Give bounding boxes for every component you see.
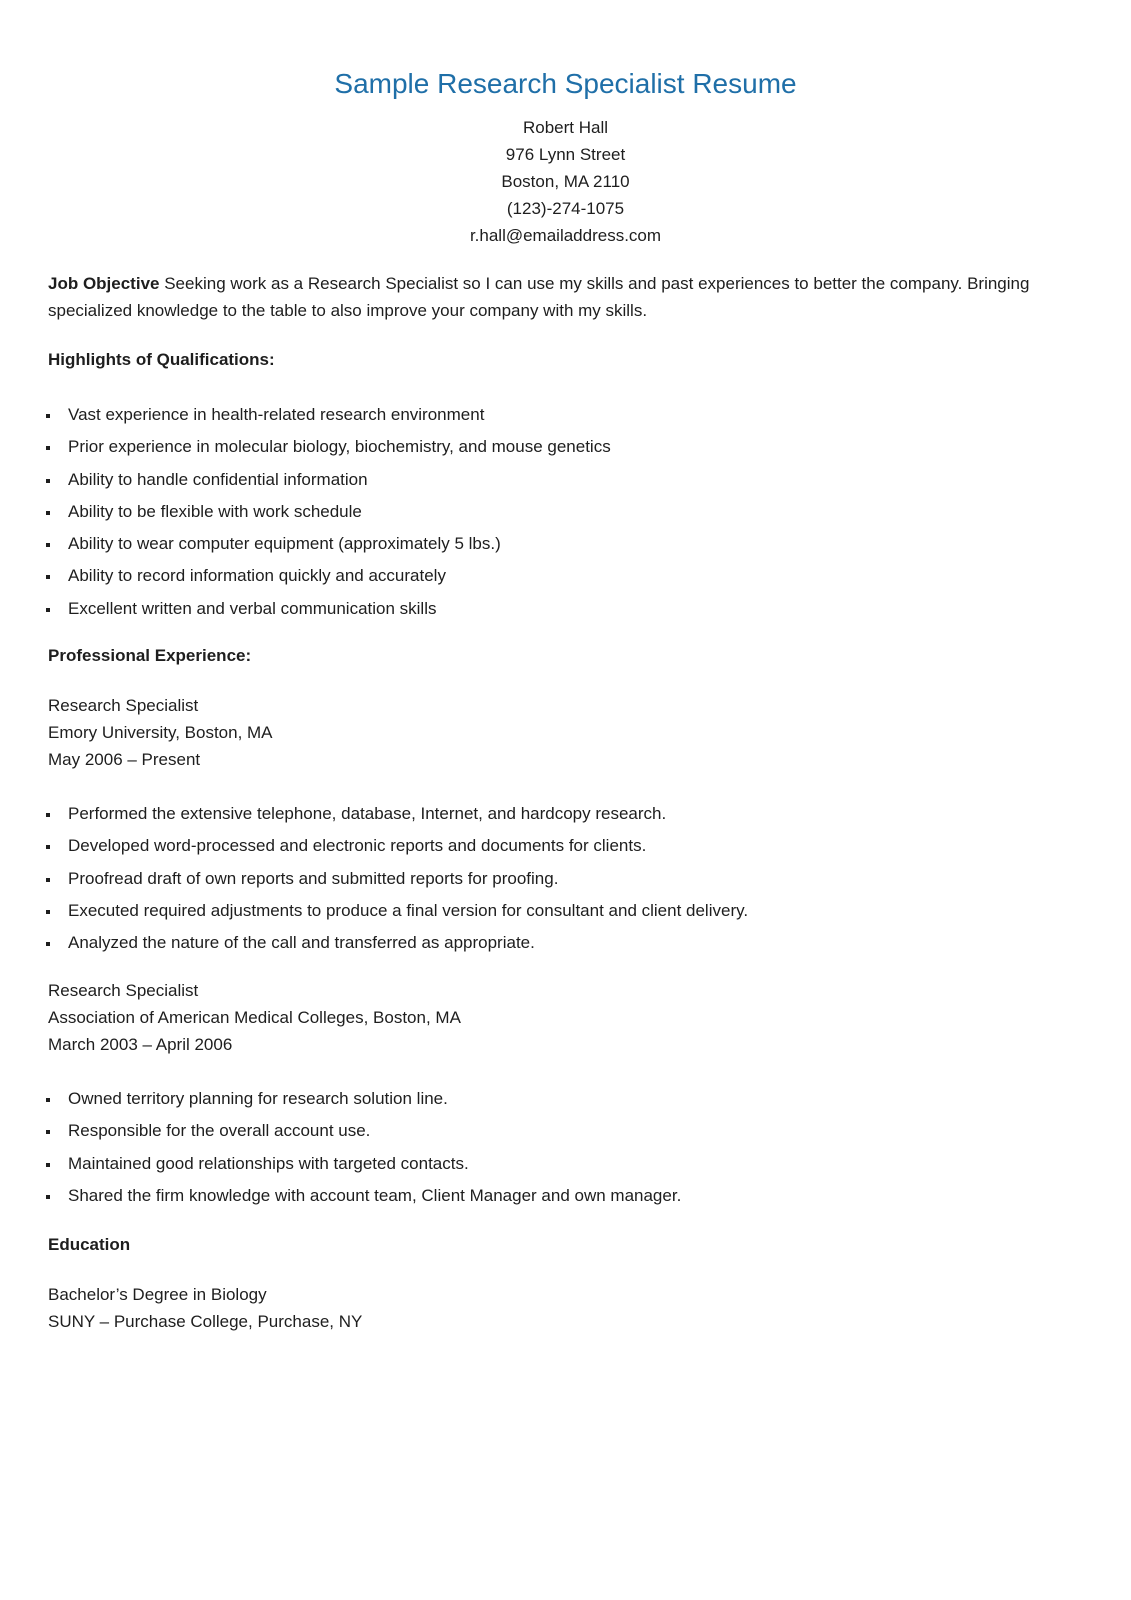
list-item: Responsible for the overall account use. [48, 1117, 1088, 1149]
job-1-duties [48, 800, 1088, 961]
education-school: SUNY – Purchase College, Purchase, NY [48, 1312, 363, 1331]
highlights-heading: Highlights of Qualifications: [48, 350, 275, 369]
list-item: Ability to wear computer equipment (approximately 5 lbs.) [48, 530, 1088, 562]
experience-heading: Professional Experience: [48, 646, 252, 665]
list-item: Developed word-processed and electronic reports and documents for clients. [48, 832, 1088, 864]
list-item: Excellent written and verbal communication skills [48, 595, 1088, 627]
job-1-info [48, 692, 1088, 773]
job-2-duties [48, 1085, 1088, 1214]
job-dates: March 2003 – April 2006 [48, 1035, 233, 1054]
job-employer: Association of American Medical Colleges, Boston, MA [48, 1008, 461, 1027]
list-item: Owned territory planning for research solution line. [48, 1085, 1088, 1117]
education-degree: Bachelor’s Degree in Biology [48, 1285, 267, 1304]
list-item: Ability to handle confidential information [48, 466, 1088, 498]
job-2-info [48, 977, 1088, 1058]
list-item: Ability to be flexible with work schedule [48, 498, 1088, 530]
job-dates: May 2006 – Present [48, 750, 201, 769]
contact-name: Robert Hall [522, 118, 609, 137]
objective-text: Seeking work as a Research Specialist so I can use my skills and past experiences to better the company. Bringing specialized knowledge to the table to also improve your company with my skills. [48, 274, 1030, 320]
list-item: Prior experience in molecular biology, biochemistry, and mouse genetics [48, 433, 1088, 465]
list-item: Performed the extensive telephone, database, Internet, and hardcopy research. [48, 800, 1088, 832]
job-objective [48, 270, 1088, 324]
job-title: Research Specialist [48, 696, 199, 715]
education-heading: Education [48, 1235, 131, 1254]
list-item: Maintained good relationships with targeted contacts. [48, 1150, 1088, 1182]
contact-street: 976 Lynn Street [505, 145, 626, 164]
contact-email: r.hall@emailaddress.com [469, 226, 662, 245]
objective-label: Job Objective [48, 274, 160, 293]
job-employer: Emory University, Boston, MA [48, 723, 273, 742]
contact-city: Boston, MA 2110 [501, 172, 630, 191]
education-info [48, 1281, 1088, 1335]
list-item: Analyzed the nature of the call and transferred as appropriate. [48, 929, 1088, 961]
list-item: Executed required adjustments to produce a final version for consultant and client delivery. [48, 897, 1088, 929]
list-item: Vast experience in health-related research environment [48, 401, 1088, 433]
highlights-list [48, 401, 1088, 627]
resume-title: Sample Research Specialist Resume [334, 68, 797, 99]
contact-block [0, 114, 1131, 249]
job-title: Research Specialist [48, 981, 199, 1000]
contact-phone: (123)-274-1075 [506, 199, 625, 218]
list-item: Shared the firm knowledge with account team, Client Manager and own manager. [48, 1182, 1088, 1214]
list-item: Proofread draft of own reports and submitted reports for proofing. [48, 865, 1088, 897]
list-item: Ability to record information quickly and accurately [48, 562, 1088, 594]
